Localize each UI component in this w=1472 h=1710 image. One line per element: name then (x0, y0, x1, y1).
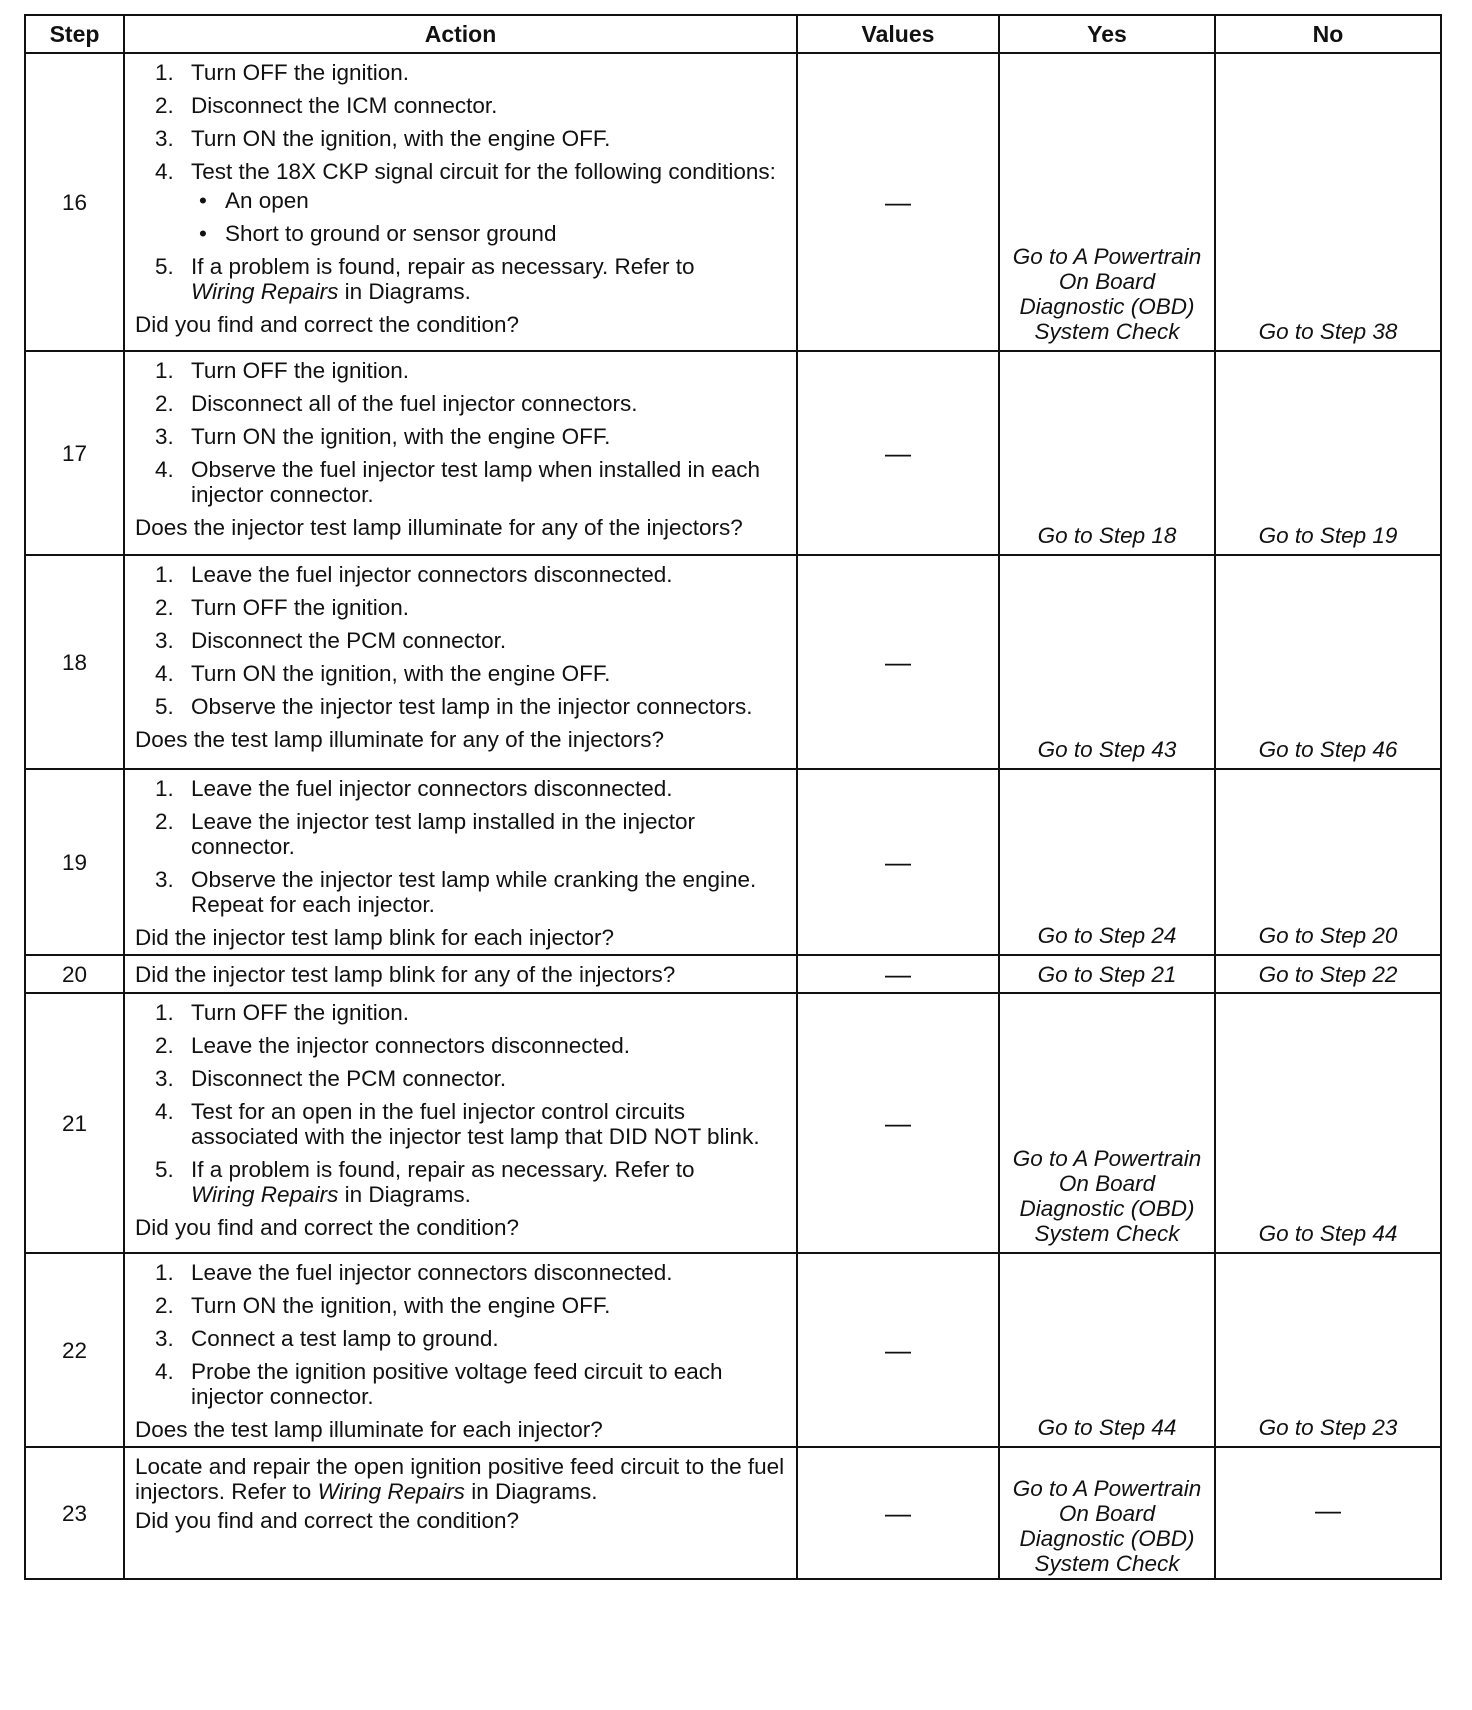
yes-cell: Go to Step 21 (999, 955, 1215, 993)
action-step: If a problem is found, repair as necessary. Refer to (191, 1157, 695, 1182)
step-number: 23 (25, 1447, 124, 1579)
obd-check-link: A Powertrain On Board Diagnostic (OBD) System Check (1019, 1146, 1202, 1246)
header-action: Action (124, 15, 797, 53)
action-cell: 1. Turn OFF the ignition. 2. Leave the injector connectors disconnected. 3. Disconnect the PCM connector. 4. Test for an open in the fuel injector control circuits associated with the injector test lamp that DID NOT blink. 5. If a problem is found, repair as necessary. Refer to Wiring Repairs in Diagrams. Did you find and correct the condition? (124, 993, 797, 1253)
action-cell: 1. Leave the fuel injector connectors disconnected. 2. Turn OFF the ignition. 3. Disconnect the PCM connector. 4. Turn ON the ignition, with the engine OFF. 5. Observe the injector test lamp in the injector connectors. Does the test lamp illuminate for any of the injectors? (124, 555, 797, 769)
action-step: Disconnect all of the fuel injector connectors. (191, 391, 638, 416)
action-step: Connect a test lamp to ground. (191, 1326, 499, 1351)
values-cell: — (797, 769, 999, 955)
action-cell: 1. Leave the fuel injector connectors disconnected. 2. Leave the injector test lamp installed in the injector connector. 3. Observe the injector test lamp while cranking the engine. Repeat for each injector. Did the injector test lamp blink for each injector? (124, 769, 797, 955)
question: Does the test lamp illuminate for any of the injectors? (135, 727, 665, 752)
values-cell: — (797, 1253, 999, 1447)
no-cell: — (1215, 1447, 1441, 1579)
yes-cell: Go to A Powertrain On Board Diagnostic (OBD) System Check (999, 993, 1215, 1253)
question: Does the injector test lamp illuminate for any of the injectors? (135, 515, 743, 540)
step-number: 16 (25, 53, 124, 351)
action-step: Turn ON the ignition, with the engine OFF. (191, 126, 611, 151)
no-cell: Go to Step 19 (1215, 351, 1441, 555)
table-row (25, 555, 1441, 769)
step-number: 17 (25, 351, 124, 555)
action-step: Turn ON the ignition, with the engine OFF. (191, 661, 611, 686)
values-cell: — (797, 993, 999, 1253)
header-row (25, 15, 1441, 53)
wiring-repairs-ref: Wiring Repairs (317, 1479, 465, 1504)
wiring-repairs-ref: Wiring Repairs (191, 1182, 339, 1207)
question: Did the injector test lamp blink for any of the injectors? (135, 961, 676, 987)
no-cell: Go to Step 20 (1215, 769, 1441, 955)
values-cell: — (797, 555, 999, 769)
table-row (25, 769, 1441, 955)
header-yes: Yes (999, 15, 1215, 53)
action-step: Leave the fuel injector connectors disconnected. (191, 776, 673, 801)
table-row (25, 351, 1441, 555)
step-number: 21 (25, 993, 124, 1253)
action-step: Observe the fuel injector test lamp when installed in each injector connector. (191, 457, 761, 507)
condition-bullet: Short to ground or sensor ground (225, 221, 557, 246)
no-cell: Go to Step 23 (1215, 1253, 1441, 1447)
action-step: Leave the fuel injector connectors disconnected. (191, 562, 673, 587)
step-number: 18 (25, 555, 124, 769)
action-cell: 1. Turn OFF the ignition. 2. Disconnect all of the fuel injector connectors. 3. Turn ON the ignition, with the engine OFF. 4. Observe the fuel injector test lamp when installed in each injector connector. Does the injector test lamp illuminate for any of the injectors? (124, 351, 797, 555)
values-cell: — (797, 955, 999, 993)
action-step: Test the 18X CKP signal circuit for the following conditions: (191, 159, 776, 184)
action-step: Test for an open in the fuel injector control circuits associated with the injector test lamp that DID NOT blink. (191, 1099, 760, 1149)
diagnostic-table (24, 14, 1442, 1580)
action-step: Observe the injector test lamp while cranking the engine. Repeat for each injector. (191, 867, 757, 917)
yes-cell: Go to A Powertrain On Board Diagnostic (OBD) System Check (999, 1447, 1215, 1579)
step-number: 20 (25, 955, 124, 993)
values-cell: — (797, 1447, 999, 1579)
action-cell: 1. Leave the fuel injector connectors disconnected. 2. Turn ON the ignition, with the engine OFF. 3. Connect a test lamp to ground. 4. Probe the ignition positive voltage feed circuit to each injector connector. Does the test lamp illuminate for each injector? (124, 1253, 797, 1447)
action-step: Turn OFF the ignition. (191, 60, 410, 85)
header-no: No (1215, 15, 1441, 53)
action-step: If a problem is found, repair as necessary. Refer to (191, 254, 695, 279)
action-step: Probe the ignition positive voltage feed circuit to each injector connector. (191, 1359, 723, 1409)
yes-cell: Go to Step 44 (999, 1253, 1215, 1447)
table-row (25, 955, 1441, 993)
obd-check-link: A Powertrain On Board Diagnostic (OBD) System Check (1019, 1476, 1202, 1576)
question: Did you find and correct the condition? (135, 312, 519, 337)
action-step: Leave the injector connectors disconnected. (191, 1033, 631, 1058)
action-step: Turn ON the ignition, with the engine OFF. (191, 1293, 611, 1318)
yes-cell: Go to Step 18 (999, 351, 1215, 555)
action-step: Leave the fuel injector connectors disconnected. (191, 1260, 673, 1285)
wiring-repairs-ref: Wiring Repairs (191, 279, 339, 304)
action-cell: Locate and repair the open ignition positive feed circuit to the fuel injectors. Refer to Wiring Repairs in Diagrams. Did you find and correct the condition? (124, 1447, 797, 1579)
table-row (25, 53, 1441, 351)
action-step: Turn ON the ignition, with the engine OFF. (191, 424, 611, 449)
action-step: Observe the injector test lamp in the injector connectors. (191, 694, 753, 719)
action-cell: 1. Turn OFF the ignition. 2. Disconnect the ICM connector. 3. Turn ON the ignition, with the engine OFF. 4. Test the 18X CKP signal circuit for the following conditions: • An open • Short to ground or sensor ground 5. If a problem is found, repair as necessary. Refer to Wiring Repairs in Diagrams. Did you find and correct the condition? (124, 53, 797, 351)
action-step: Leave the injector test lamp installed in the injector connector. (191, 809, 696, 859)
header-values: Values (797, 15, 999, 53)
values-cell: — (797, 53, 999, 351)
action-cell (124, 955, 797, 993)
table-row (25, 993, 1441, 1253)
action-step: Disconnect the PCM connector. (191, 1066, 507, 1091)
action-step: Disconnect the PCM connector. (191, 628, 507, 653)
no-cell: Go to Step 44 (1215, 993, 1441, 1253)
no-cell: Go to Step 38 (1215, 53, 1441, 351)
question: Did the injector test lamp blink for each injector? (135, 925, 614, 950)
table-row (25, 1447, 1441, 1579)
action-step: Turn OFF the ignition. (191, 595, 410, 620)
values-cell: — (797, 351, 999, 555)
yes-cell: Go to A Powertrain On Board Diagnostic (OBD) System Check (999, 53, 1215, 351)
action-step: Disconnect the ICM connector. (191, 93, 498, 118)
no-cell: Go to Step 46 (1215, 555, 1441, 769)
obd-check-link: A Powertrain On Board Diagnostic (OBD) System Check (1019, 244, 1202, 344)
action-step: Turn OFF the ignition. (191, 1000, 410, 1025)
question: Did you find and correct the condition? (135, 1508, 519, 1533)
header-step: Step (25, 15, 124, 53)
yes-cell: Go to Step 43 (999, 555, 1215, 769)
repair-instruction: Locate and repair the open ignition positive feed circuit to the fuel injectors. Refer to (135, 1454, 785, 1504)
question: Does the test lamp illuminate for each injector? (135, 1417, 603, 1442)
condition-bullet: An open (225, 188, 309, 213)
step-number: 22 (25, 1253, 124, 1447)
table-row (25, 1253, 1441, 1447)
action-step: Turn OFF the ignition. (191, 358, 410, 383)
no-cell: Go to Step 22 (1215, 955, 1441, 993)
yes-cell: Go to Step 24 (999, 769, 1215, 955)
question: Did you find and correct the condition? (135, 1215, 519, 1240)
step-number: 19 (25, 769, 124, 955)
